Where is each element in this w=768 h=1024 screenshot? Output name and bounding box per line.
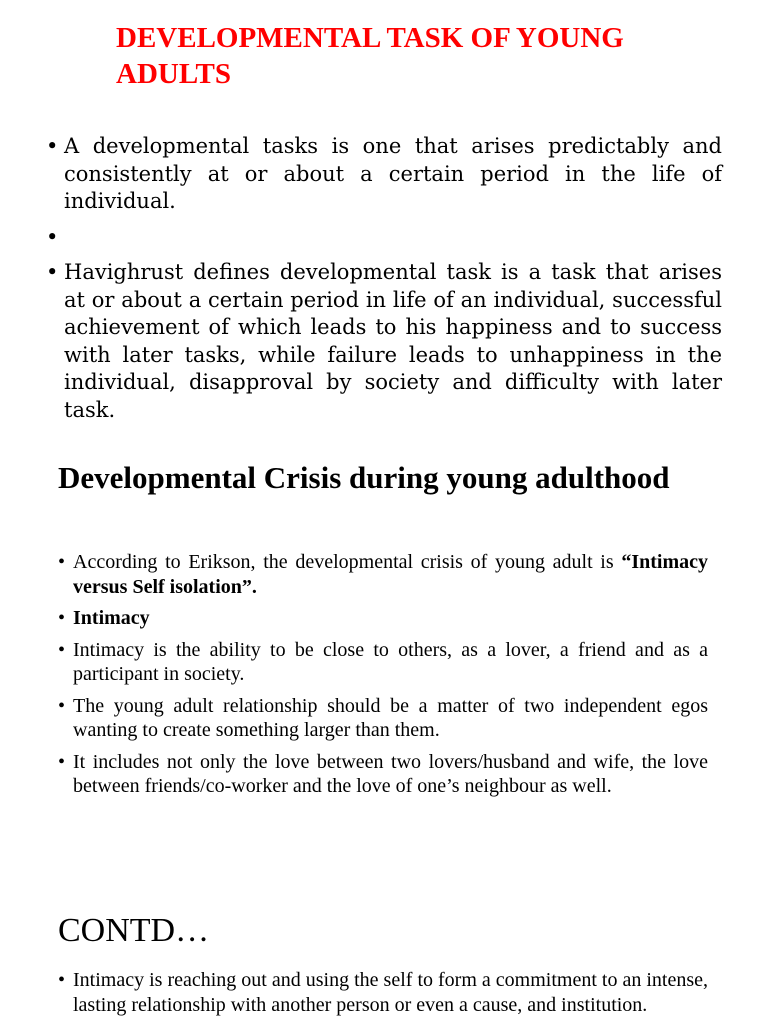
list-item bbox=[58, 606, 708, 631]
list-item bbox=[46, 259, 722, 424]
slide-title: DEVELOPMENTAL TASK OF YOUNG ADULTS bbox=[116, 22, 624, 90]
bullet-text: It includes not only the love between two lovers/husband and wife, the love between friends/co-worker and the love of one’s neighbour as well. bbox=[73, 750, 708, 797]
list-item bbox=[58, 550, 709, 599]
bullet-text: A developmental tasks is one that arises predictably and consistently at or about a certain period in the life of individual. bbox=[64, 134, 722, 213]
task-bullet-list bbox=[46, 133, 722, 432]
bullet-icon: • bbox=[58, 750, 66, 773]
bullet-bold-text: “Intimacy versus Self isolation”. bbox=[73, 551, 709, 598]
bullet-icon: • bbox=[58, 607, 66, 629]
bullet-text: The young adult relationship should be a matter of two independent egos wanting to create something larger than them. bbox=[73, 694, 708, 741]
bullet-icon: • bbox=[58, 969, 66, 991]
contd-bullet-list bbox=[58, 968, 708, 1017]
list-item bbox=[46, 133, 722, 216]
list-item bbox=[58, 694, 708, 743]
bullet-icon: • bbox=[46, 134, 59, 158]
bullet-icon: • bbox=[46, 224, 59, 249]
list-item bbox=[58, 968, 708, 1017]
bullet-text: Intimacy bbox=[73, 607, 150, 629]
bullet-text: Havighrust defines developmental task is a task that arises at or about a certain period in life of an individual, successful achievement of which leads to his happiness and to success with later tasks, while failure leads to unhappiness in the individual, disapproval by society and difficulty with later task. bbox=[64, 260, 722, 422]
crisis-bullet-list bbox=[58, 550, 709, 806]
bullet-icon: • bbox=[46, 260, 59, 284]
bullet-text: According to Erikson, the developmental crisis of young adult is bbox=[73, 551, 614, 573]
list-item bbox=[58, 750, 708, 799]
bullet-icon: • bbox=[58, 694, 66, 717]
contd-heading: CONTD… bbox=[58, 912, 210, 949]
list-item bbox=[46, 224, 722, 252]
bullet-text: Intimacy is reaching out and using the self to form a commitment to an intense, lasting relationship with another person or even a cause, and institution. bbox=[73, 969, 708, 1016]
list-item bbox=[58, 638, 708, 687]
bullet-icon: • bbox=[58, 551, 66, 573]
bullet-icon: • bbox=[58, 638, 66, 661]
crisis-heading: Developmental Crisis during young adulthood bbox=[58, 460, 670, 495]
bullet-text: Intimacy is the ability to be close to others, as a lover, a friend and as a participant in society. bbox=[73, 638, 708, 685]
